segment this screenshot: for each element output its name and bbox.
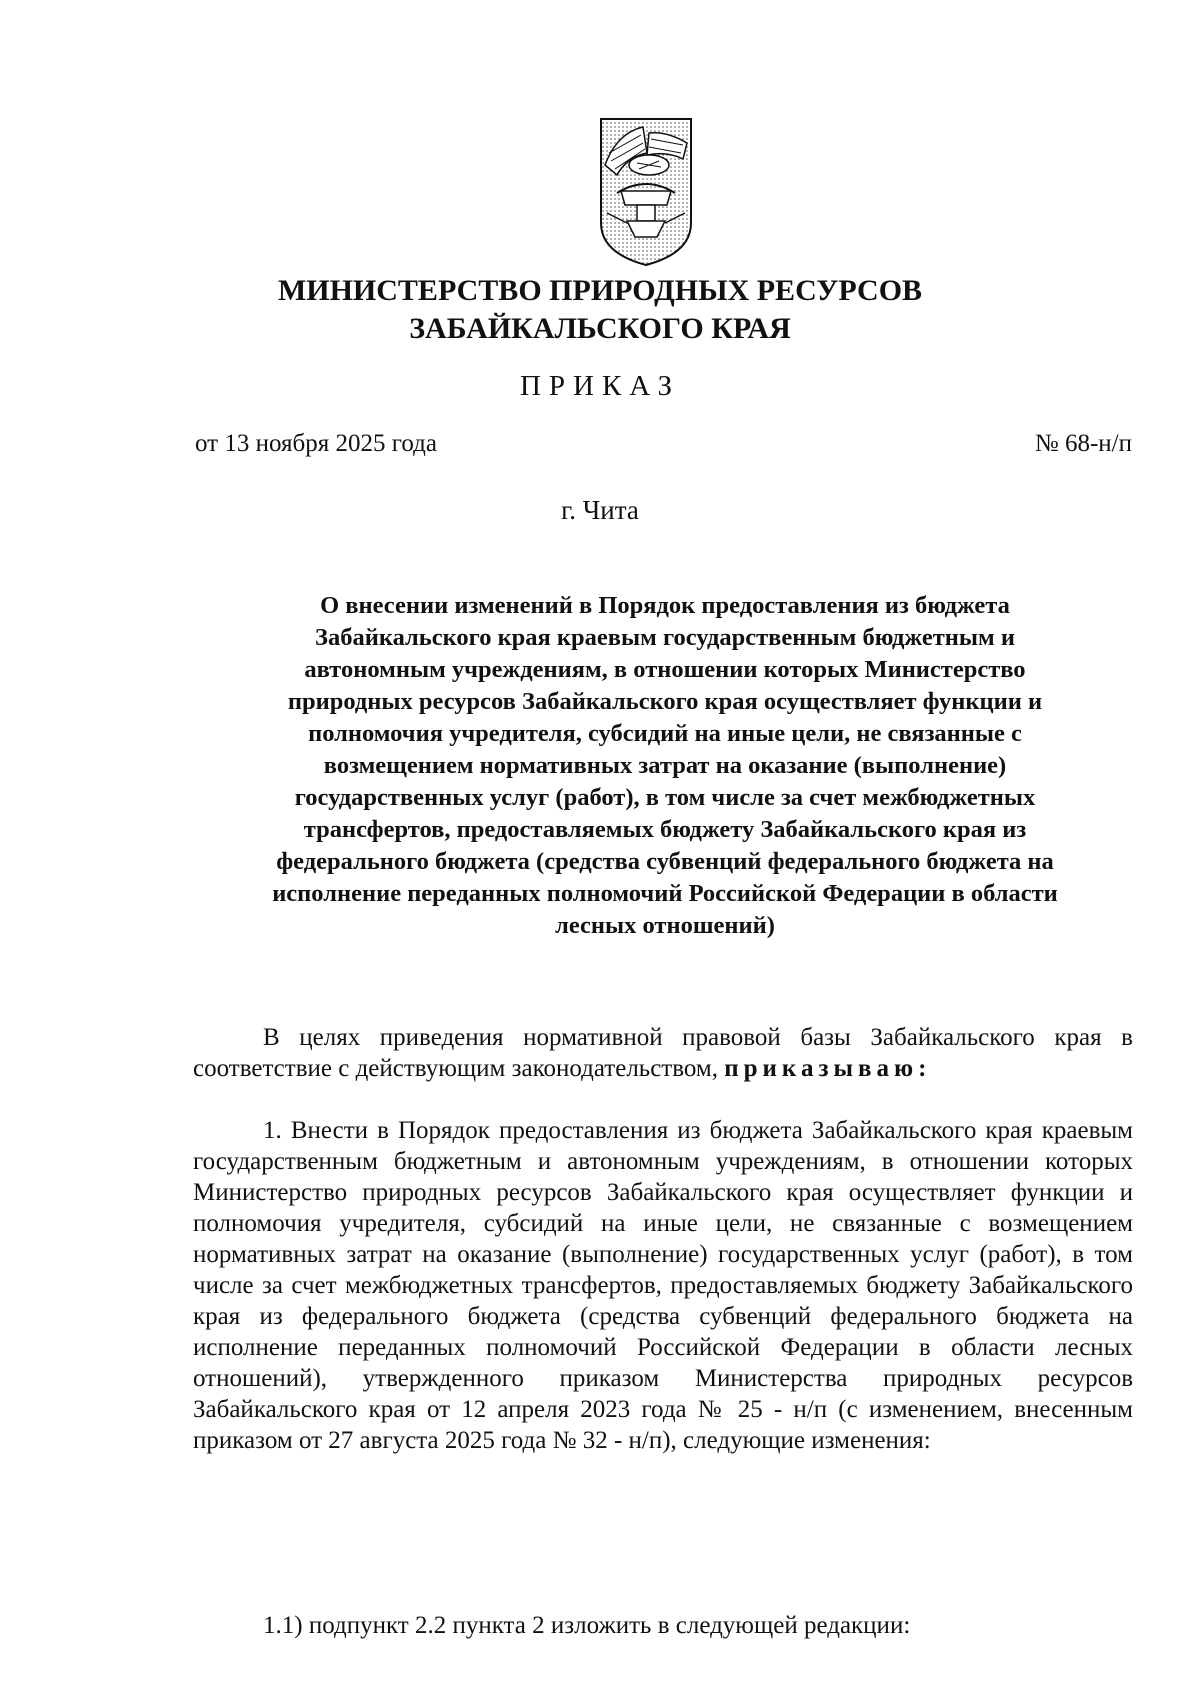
subject-line: лесных отношений) (555, 912, 775, 939)
order-number: № 68-н/п (1034, 430, 1132, 457)
subject-line: исполнение переданных полномочий Российской Федерации в области (272, 880, 1058, 907)
ministry-name (200, 272, 1000, 348)
intro-text: В целях приведения нормативной правовой базы Забайкальского края в соответствие с действующим законодательством, (193, 1024, 1133, 1082)
coat-of-arms-icon (597, 113, 695, 268)
subject-line: федерального бюджета (средства субвенций федерального бюджета на (276, 848, 1054, 875)
document-type: ПРИКАЗ (519, 370, 681, 402)
subject-line: трансфертов, предоставляемых бюджету Забайкальского края из (303, 816, 1027, 843)
subject-line: О внесении изменений в Порядок предоставления из бюджета (320, 592, 1010, 619)
subject-line: природных ресурсов Забайкальского края осуществляет функции и (287, 688, 1043, 715)
subject-line: Забайкальского края краевым государственным бюджетным и (315, 624, 1015, 651)
coat-of-arms-emblem (597, 113, 695, 268)
intro-paragraph (193, 1022, 1133, 1084)
item-1-paragraph: 1. Внести в Порядок предоставления из бюджета Забайкальского края краевым государственным бюджетным и автономным учреждениям, в отношении которых Министерство природных ресурсов Забайкальского края осуществляет функции и полномочия учредителя, субсидий на иные цели, не связанные с возмещением нормативных затрат на оказание (выполнение) государственных услуг (работ), в том числе за счет межбюджетных трансфертов, предоставляемых бюджету Забайкальского края из федерального бюджета (средства субвенций федерального бюджета на исполнение переданных полномочий Российской Федерации в области лесных отношений), утвержденного приказом Министерства природных ресурсов Забайкальского края от 12 апреля 2023 года № 25 - н/п (с изменением, внесенным приказом от 27 августа 2025 года № 32 - н/п), следующие изменения: (193, 1117, 1133, 1454)
subject-line: государственных услуг (работ), в том числе за счет межбюджетных (294, 784, 1036, 811)
order-subject (195, 590, 1135, 942)
order-directive: приказываю: (724, 1055, 932, 1082)
subject-line: полномочия учредителя, субсидий на иные цели, не связанные с (308, 720, 1022, 747)
order-city: г. Чита (561, 495, 639, 525)
item-1-1-paragraph: 1.1) подпункт 2.2 пункта 2 изложить в следующей редакции: (263, 1612, 911, 1639)
ministry-name-line2: ЗАБАЙКАЛЬСКОГО КРАЯ (409, 312, 791, 345)
order-date: от 13 ноября 2025 года (195, 430, 437, 457)
subject-line: возмещением нормативных затрат на оказание (выполнение) (323, 752, 1007, 779)
subject-line: автономным учреждениям, в отношении которых Министерство (304, 656, 1026, 683)
ministry-name-line1: МИНИСТЕРСТВО ПРИРОДНЫХ РЕСУРСОВ (277, 274, 923, 307)
